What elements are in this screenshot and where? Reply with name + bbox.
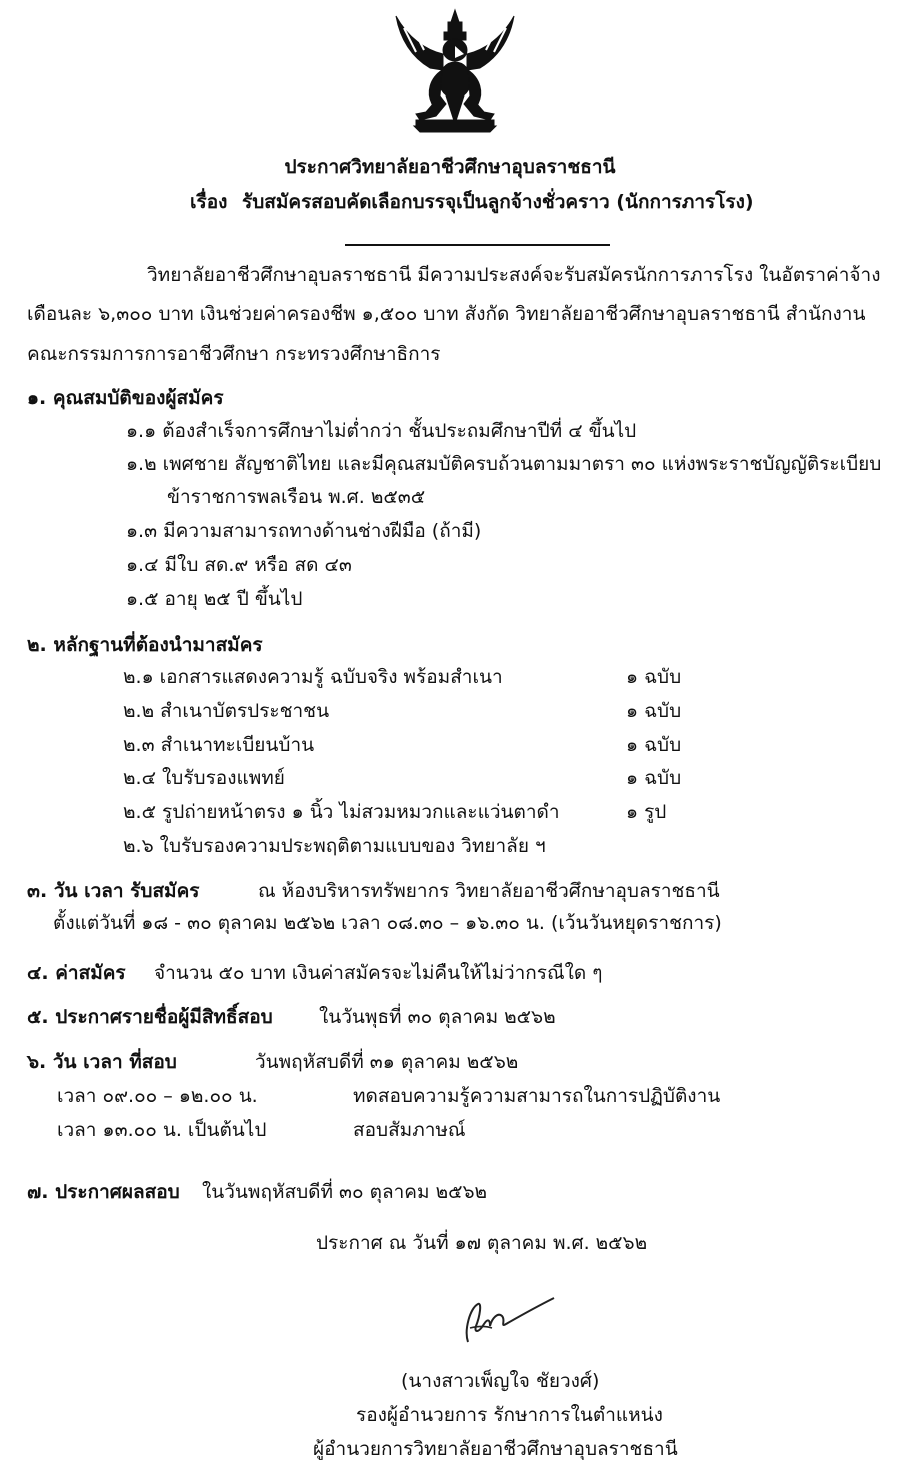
exam-activity: สอบสัมภาษณ์ — [353, 1119, 466, 1141]
document-item: ๒.๔ ใบรับรองแพทย์ — [123, 767, 285, 789]
intro-line-1: วิทยาลัยอาชีวศึกษาอุบลราชธานี มีความประสงค์จะรับสมัครนักการภารโรง ในอัตราค่าจ้าง — [147, 264, 881, 286]
section-4-heading: ๔. ค่าสมัคร — [27, 962, 126, 984]
document-item: ๒.๓ สำเนาทะเบียนบ้าน — [123, 734, 315, 756]
section-5-heading: ๕. ประกาศรายชื่อผู้มีสิทธิ์สอบ — [27, 1006, 273, 1028]
subject-label: เรื่อง — [190, 191, 228, 213]
document-quantity: ๑ ฉบับ — [626, 734, 682, 756]
document-quantity: ๑ ฉบับ — [626, 700, 682, 722]
document-quantity: ๑ ฉบับ — [626, 767, 682, 789]
subject-text: รับสมัครสอบคัดเลือกบรรจุเป็นลูกจ้างชั่วคราว (นักการภารโรง) — [242, 191, 754, 213]
exam-date: วันพฤหัสบดีที่ ๓๑ ตุลาคม ๒๕๖๒ — [255, 1051, 519, 1073]
document-item: ๒.๒ สำเนาบัตรประชาชน — [123, 700, 330, 722]
header-divider — [345, 244, 610, 246]
exam-activity: ทดสอบความรู้ความสามารถในการปฏิบัติงาน — [353, 1085, 721, 1107]
document-item: ๒.๖ ใบรับรองความประพฤติตามแบบของ วิทยาลัย ฯ — [123, 835, 546, 857]
announcement-date: ประกาศ ณ วันที่ ๑๗ ตุลาคม พ.ศ. ๒๕๖๒ — [316, 1232, 648, 1254]
results-date: ในวันพฤหัสบดีที่ ๓๐ ตุลาคม ๒๕๖๒ — [202, 1181, 488, 1203]
section-7-heading: ๗. ประกาศผลสอบ — [27, 1181, 180, 1203]
document-item: ๒.๑ เอกสารแสดงความรู้ ฉบับจริง พร้อมสำเนา — [123, 666, 503, 688]
intro-line-3: คณะกรรมการการอาชีวศึกษา กระทรวงศึกษาธิการ — [27, 343, 441, 365]
qualification-item: ๑.๔ มีใบ สด.๙ หรือ สด ๔๓ — [126, 554, 352, 576]
qualification-item: ๑.๓ มีความสามารถทางด้านช่างฝีมือ (ถ้ามี) — [126, 520, 482, 542]
section-2-heading: ๒. หลักฐานที่ต้องนำมาสมัคร — [27, 634, 263, 656]
signer-name: (นางสาวเพ็ญใจ ชัยวงศ์) — [401, 1370, 600, 1392]
exam-time: เวลา ๑๓.๐๐ น. เป็นต้นไป — [57, 1119, 267, 1141]
signer-position: รองผู้อำนวยการ รักษาการในตำแหน่ง — [356, 1404, 663, 1426]
section-3-heading: ๓. วัน เวลา รับสมัคร — [27, 880, 200, 902]
application-location: ณ ห้องบริหารทรัพยากร วิทยาลัยอาชีวศึกษาอุบลราชธานี — [258, 880, 720, 902]
section-6-heading: ๖. วัน เวลา ที่สอบ — [27, 1051, 177, 1073]
signer-position: ผู้อำนวยการวิทยาลัยอาชีวศึกษาอุบลราชธานี — [313, 1438, 678, 1460]
document-quantity: ๑ ฉบับ — [626, 666, 682, 688]
intro-line-2: เดือนละ ๖,๓๐๐ บาท เงินช่วยค่าครองชีพ ๑,๕๐๐ บาท สังกัด วิทยาลัยอาชีวศึกษาอุบลราชธานี สำนักงาน — [27, 303, 866, 325]
application-fee: จำนวน ๕๐ บาท เงินค่าสมัครจะไม่คืนให้ไม่ว่ากรณีใด ๆ — [154, 962, 603, 984]
signature — [450, 1290, 560, 1350]
qualification-item: ๑.๕ อายุ ๒๕ ปี ขึ้นไป — [126, 588, 303, 610]
exam-time: เวลา ๐๙.๐๐ – ๑๒.๐๐ น. — [57, 1085, 258, 1107]
section-1-heading: ๑. คุณสมบัติของผู้สมัคร — [27, 387, 224, 409]
garuda-emblem-icon — [386, 8, 524, 133]
document-item: ๒.๕ รูปถ่ายหน้าตรง ๑ นิ้ว ไม่สวมหมวกและแว่นตาดำ — [123, 801, 560, 823]
announcement-title: ประกาศวิทยาลัยอาชีวศึกษาอุบลราชธานี — [284, 156, 616, 178]
document-quantity: ๑ รูป — [626, 801, 667, 823]
qualification-item: ๑.๒ เพศชาย สัญชาติไทย และมีคุณสมบัติครบถ้วนตามมาตรา ๓๐ แห่งพระราชบัญญัติระเบียบ — [126, 453, 882, 475]
qualification-item: ๑.๑ ต้องสำเร็จการศึกษาไม่ต่ำกว่า ชั้นประถมศึกษาปีที่ ๔ ขึ้นไป — [126, 420, 637, 442]
qualification-item-continued: ข้าราชการพลเรือน พ.ศ. ๒๕๓๕ — [167, 486, 426, 508]
application-period: ตั้งแต่วันที่ ๑๘ - ๓๐ ตุลาคม ๒๕๖๒ เวลา ๐๘.๓๐ – ๑๖.๓๐ น. (เว้นวันหยุดราชการ) — [53, 912, 722, 934]
eligible-list-date: ในวันพุธที่ ๓๐ ตุลาคม ๒๕๖๒ — [319, 1006, 556, 1028]
